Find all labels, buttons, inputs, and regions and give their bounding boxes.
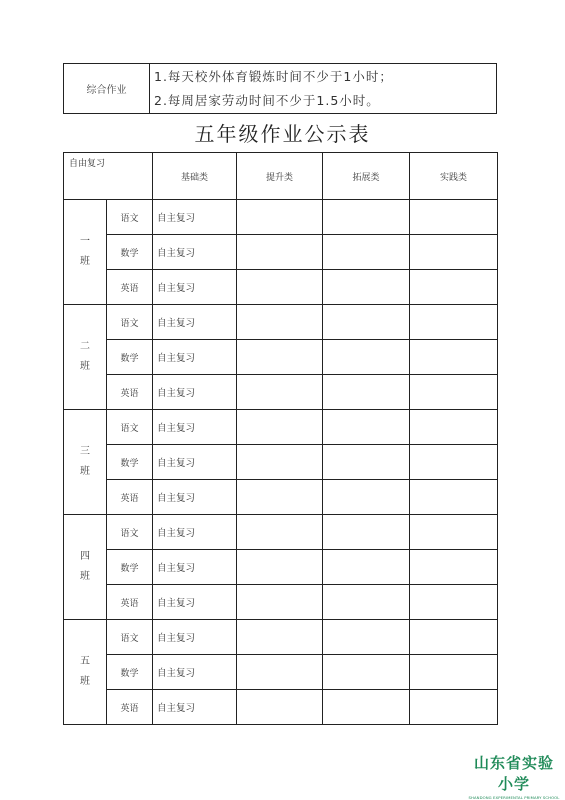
empty-cell xyxy=(237,550,323,585)
empty-cell xyxy=(237,305,323,340)
homework-cell: 自主复习 xyxy=(153,200,237,235)
empty-cell xyxy=(237,375,323,410)
class-number: 四 xyxy=(80,551,90,562)
school-logo-name: 山东省实验小学 xyxy=(473,754,554,793)
table-row xyxy=(64,515,498,550)
rule-item: 2.每周居家劳动时间不少于1.5小时。 xyxy=(154,92,380,108)
empty-cell xyxy=(410,480,498,515)
homework-cell: 自主复习 xyxy=(153,515,237,550)
class-number: 三 xyxy=(80,446,90,457)
column-header: 实践类 xyxy=(410,153,498,200)
homework-cell: 自主复习 xyxy=(153,655,237,690)
empty-cell xyxy=(323,655,410,690)
class-label xyxy=(64,410,107,515)
empty-cell xyxy=(237,200,323,235)
empty-cell xyxy=(237,480,323,515)
school-logo-english: SHANDONG EXPERIMENTAL PRIMARY SCHOOL xyxy=(468,795,560,800)
empty-cell xyxy=(410,235,498,270)
empty-cell xyxy=(237,270,323,305)
table-row xyxy=(64,445,498,480)
empty-cell xyxy=(237,585,323,620)
empty-cell xyxy=(410,690,498,725)
class-suffix: 班 xyxy=(80,466,90,477)
table-row xyxy=(64,375,498,410)
empty-cell xyxy=(323,410,410,445)
empty-cell xyxy=(410,550,498,585)
homework-cell: 自主复习 xyxy=(153,410,237,445)
empty-cell xyxy=(323,690,410,725)
class-number: 二 xyxy=(80,341,90,352)
subject-label: 数学 xyxy=(107,235,153,270)
subject-label: 英语 xyxy=(107,270,153,305)
subject-label: 数学 xyxy=(107,445,153,480)
subject-label: 英语 xyxy=(107,375,153,410)
page-title: 五年级作业公示表 xyxy=(194,122,371,146)
homework-cell: 自主复习 xyxy=(153,690,237,725)
empty-cell xyxy=(323,620,410,655)
homework-cell: 自主复习 xyxy=(153,620,237,655)
class-label xyxy=(64,200,107,305)
empty-cell xyxy=(410,270,498,305)
table-row xyxy=(64,585,498,620)
empty-cell xyxy=(410,585,498,620)
homework-cell: 自主复习 xyxy=(153,375,237,410)
subject-label: 英语 xyxy=(107,480,153,515)
column-header: 拓展类 xyxy=(323,153,410,200)
class-suffix: 班 xyxy=(80,676,90,687)
table-header-row xyxy=(64,153,498,200)
table-row xyxy=(64,480,498,515)
homework-cell: 自主复习 xyxy=(153,480,237,515)
school-logo xyxy=(468,752,560,800)
empty-cell xyxy=(410,655,498,690)
table-row xyxy=(64,410,498,445)
empty-cell xyxy=(410,410,498,445)
empty-cell xyxy=(237,235,323,270)
corner-header: 自由复习 xyxy=(64,153,153,200)
homework-schedule-table xyxy=(63,152,498,725)
subject-label: 语文 xyxy=(107,620,153,655)
table-row xyxy=(64,620,498,655)
empty-cell xyxy=(323,235,410,270)
class-suffix: 班 xyxy=(80,256,90,267)
table-row xyxy=(64,655,498,690)
subject-label: 数学 xyxy=(107,655,153,690)
homework-cell: 自主复习 xyxy=(153,235,237,270)
class-label xyxy=(64,515,107,620)
homework-cell: 自主复习 xyxy=(153,270,237,305)
class-suffix: 班 xyxy=(80,361,90,372)
subject-label: 语文 xyxy=(107,200,153,235)
empty-cell xyxy=(323,305,410,340)
class-number: 五 xyxy=(80,656,90,667)
homework-cell: 自主复习 xyxy=(153,340,237,375)
empty-cell xyxy=(323,340,410,375)
empty-cell xyxy=(323,515,410,550)
empty-cell xyxy=(237,445,323,480)
homework-cell: 自主复习 xyxy=(153,445,237,480)
column-header: 提升类 xyxy=(237,153,323,200)
empty-cell xyxy=(237,340,323,375)
empty-cell xyxy=(323,585,410,620)
empty-cell xyxy=(237,690,323,725)
empty-cell xyxy=(237,515,323,550)
empty-cell xyxy=(237,655,323,690)
subject-label: 语文 xyxy=(107,410,153,445)
comprehensive-homework-label: 综合作业 xyxy=(64,64,150,114)
class-label xyxy=(64,620,107,725)
empty-cell xyxy=(237,410,323,445)
empty-cell xyxy=(410,445,498,480)
comprehensive-homework-rules xyxy=(150,64,497,114)
empty-cell xyxy=(410,620,498,655)
empty-cell xyxy=(410,305,498,340)
subject-label: 英语 xyxy=(107,585,153,620)
empty-cell xyxy=(410,375,498,410)
column-header: 基础类 xyxy=(153,153,237,200)
table-row xyxy=(64,690,498,725)
table-row xyxy=(64,235,498,270)
homework-cell: 自主复习 xyxy=(153,550,237,585)
empty-cell xyxy=(237,620,323,655)
subject-label: 数学 xyxy=(107,550,153,585)
empty-cell xyxy=(410,340,498,375)
table-row xyxy=(64,305,498,340)
rule-item: 1.每天校外体育锻炼时间不少于1小时； xyxy=(154,68,393,84)
table-row xyxy=(64,270,498,305)
subject-label: 英语 xyxy=(107,690,153,725)
homework-cell: 自主复习 xyxy=(153,305,237,340)
table-row xyxy=(64,200,498,235)
comprehensive-homework-table xyxy=(63,63,497,114)
empty-cell xyxy=(323,550,410,585)
class-number: 一 xyxy=(80,236,90,247)
table-row xyxy=(64,550,498,585)
homework-cell: 自主复习 xyxy=(153,585,237,620)
empty-cell xyxy=(410,515,498,550)
empty-cell xyxy=(323,270,410,305)
empty-cell xyxy=(323,200,410,235)
empty-cell xyxy=(410,200,498,235)
class-label xyxy=(64,305,107,410)
empty-cell xyxy=(323,445,410,480)
empty-cell xyxy=(323,375,410,410)
class-suffix: 班 xyxy=(80,571,90,582)
subject-label: 数学 xyxy=(107,340,153,375)
subject-label: 语文 xyxy=(107,305,153,340)
subject-label: 语文 xyxy=(107,515,153,550)
table-row xyxy=(64,340,498,375)
empty-cell xyxy=(323,480,410,515)
